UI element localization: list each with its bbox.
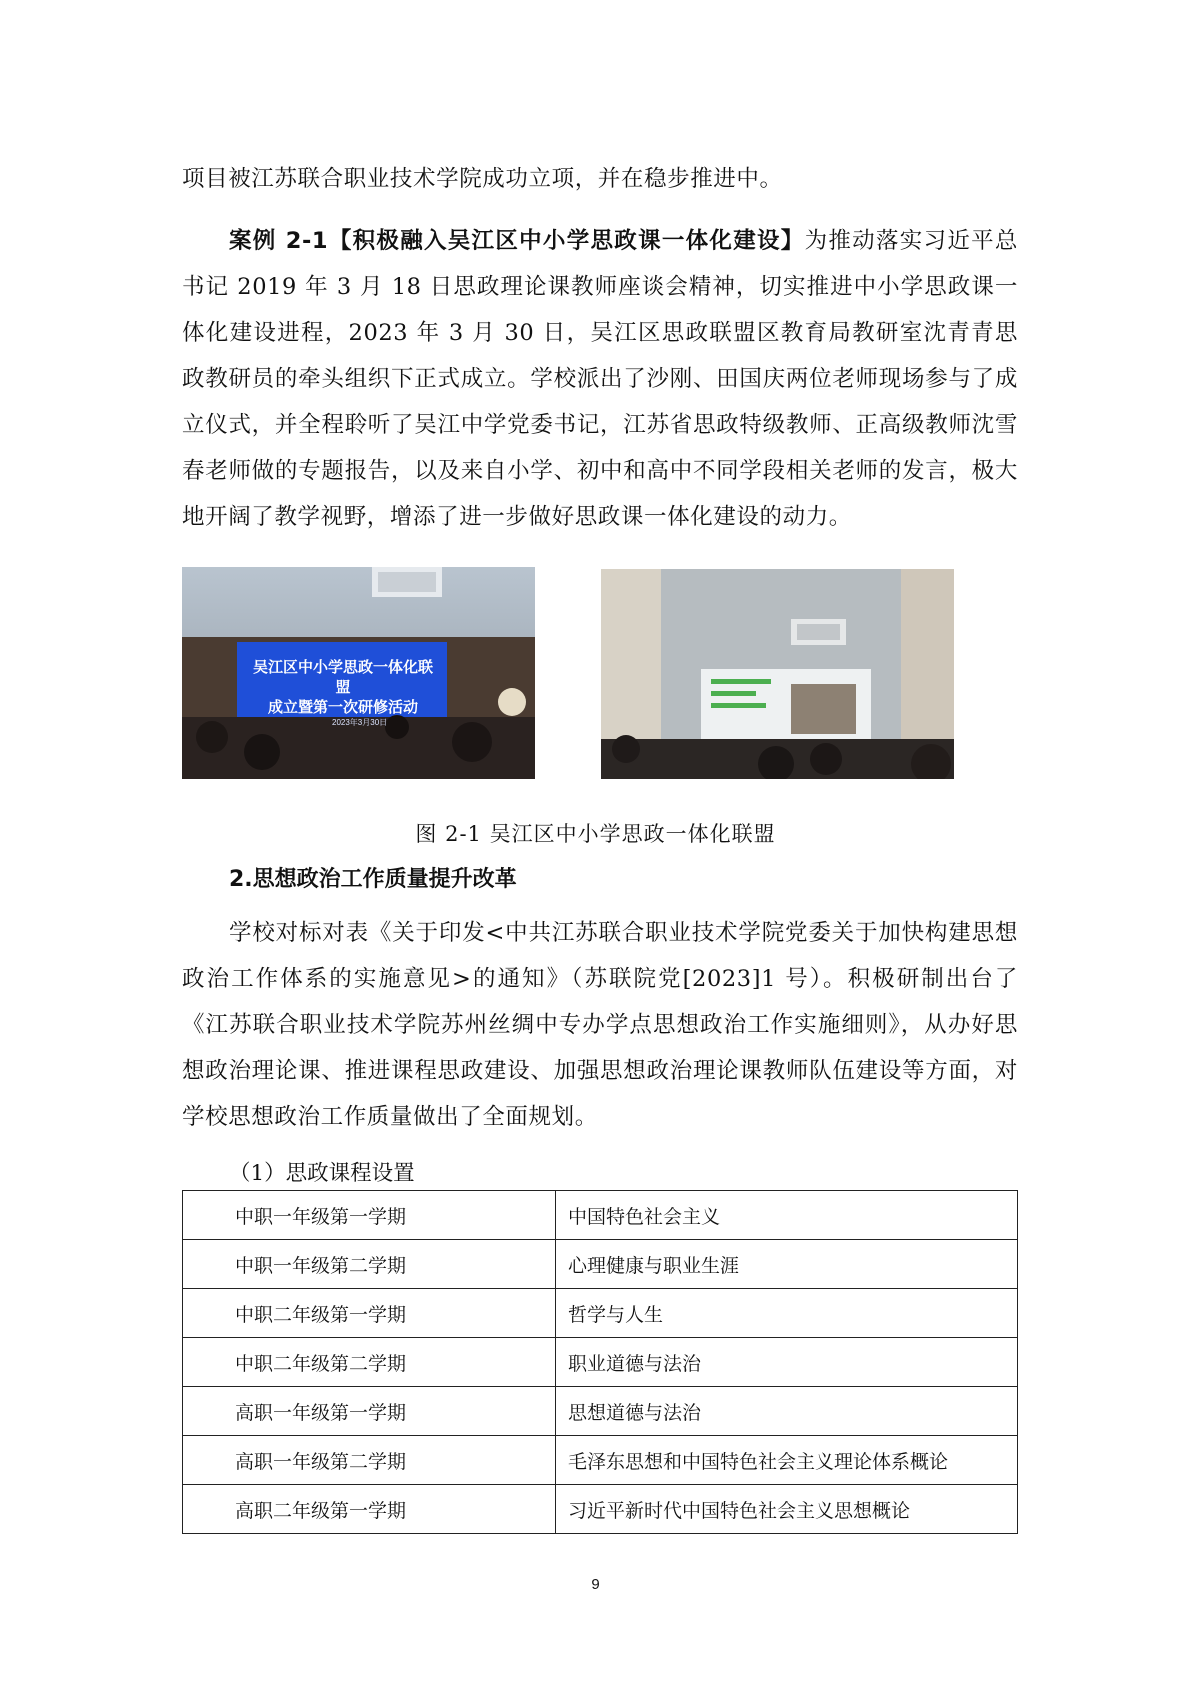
table-row [183,1191,1018,1240]
table-row [183,1387,1018,1436]
case-study-label: 案例 2-1【积极融入吴江区中小学思政课一体化建设】 [229,228,805,254]
table-row [183,1240,1018,1289]
table-row [183,1485,1018,1534]
course-table [182,1190,1018,1534]
term-cell: 高职二年级第一学期 [183,1485,556,1534]
course-cell: 心理健康与职业生涯 [556,1240,1018,1289]
photo-presentation [601,569,954,779]
table-row [183,1338,1018,1387]
course-cell: 中国特色社会主义 [556,1191,1018,1240]
table-row [183,1289,1018,1338]
screen-title-line1: 吴江区中小学思政一体化联盟 [252,658,433,696]
photo-alliance-ceremony [182,567,535,779]
term-cell: 中职二年级第二学期 [183,1338,556,1387]
term-cell: 高职一年级第一学期 [183,1387,556,1436]
course-cell: 思想道德与法治 [556,1387,1018,1436]
course-cell: 习近平新时代中国特色社会主义思想概论 [556,1485,1018,1534]
paragraph-continuation: 项目被江苏联合职业技术学院成功立项，并在稳步推进中。 [182,166,783,192]
case-study-body: 为推动落实习近平总书记 2019 年 3 月 18 日思政理论课教师座谈会精神，切实推进中小学思政课一体化建设进程，2023 年 3 月 30 日，吴江区思政联盟区教育局教研室沈青青思政教研员的牵头组织下正式成立。学校派出了沙刚、田国庆两位老师现场参与了成立仪式，并全程聆听了吴江中学党委书记，江苏省思政特级教师、正高级教师沈雪春老师做的专题报告，以及来自小学、初中和高中不同学段相关老师的发言，极大地开阔了教学视野，增添了进一步做好思政课一体化建设的动力。 [182,228,1018,530]
screen-title-line2: 成立暨第一次研修活动 [267,698,418,716]
term-cell: 中职一年级第二学期 [183,1240,556,1289]
policy-paragraph: 学校对标对表《关于印发<中共江苏联合职业技术学院党委关于加快构建思想政治工作体系的实施意见>的通知》（苏联院党[2023]1 号）。积极研制出台了《江苏联合职业技术学院苏州丝绸中专办学点思想政治工作实施细则》，从办好思想政治理论课、推进课程思政建设、加强思想政治理论课教师队伍建设等方面，对学校思想政治工作质量做出了全面规划。 [182,920,1018,1130]
term-cell: 高职一年级第二学期 [183,1436,556,1485]
course-subheading: （1）思政课程设置 [229,1161,415,1186]
course-cell: 职业道德与法治 [556,1338,1018,1387]
term-cell: 中职二年级第一学期 [183,1289,556,1338]
case-study-paragraph [182,218,1018,540]
section-heading: 2.思想政治工作质量提升改革 [229,867,517,892]
term-cell: 中职一年级第一学期 [183,1191,556,1240]
page-number: 9 [591,1576,600,1593]
course-cell: 哲学与人生 [556,1289,1018,1338]
photo-presentation-image [601,569,954,779]
table-row [183,1436,1018,1485]
course-cell: 毛泽东思想和中国特色社会主义理论体系概论 [556,1436,1018,1485]
figure-caption: 图 2-1 吴江区中小学思政一体化联盟 [415,822,776,846]
screen-date: 2023年3月30日 [332,718,388,727]
